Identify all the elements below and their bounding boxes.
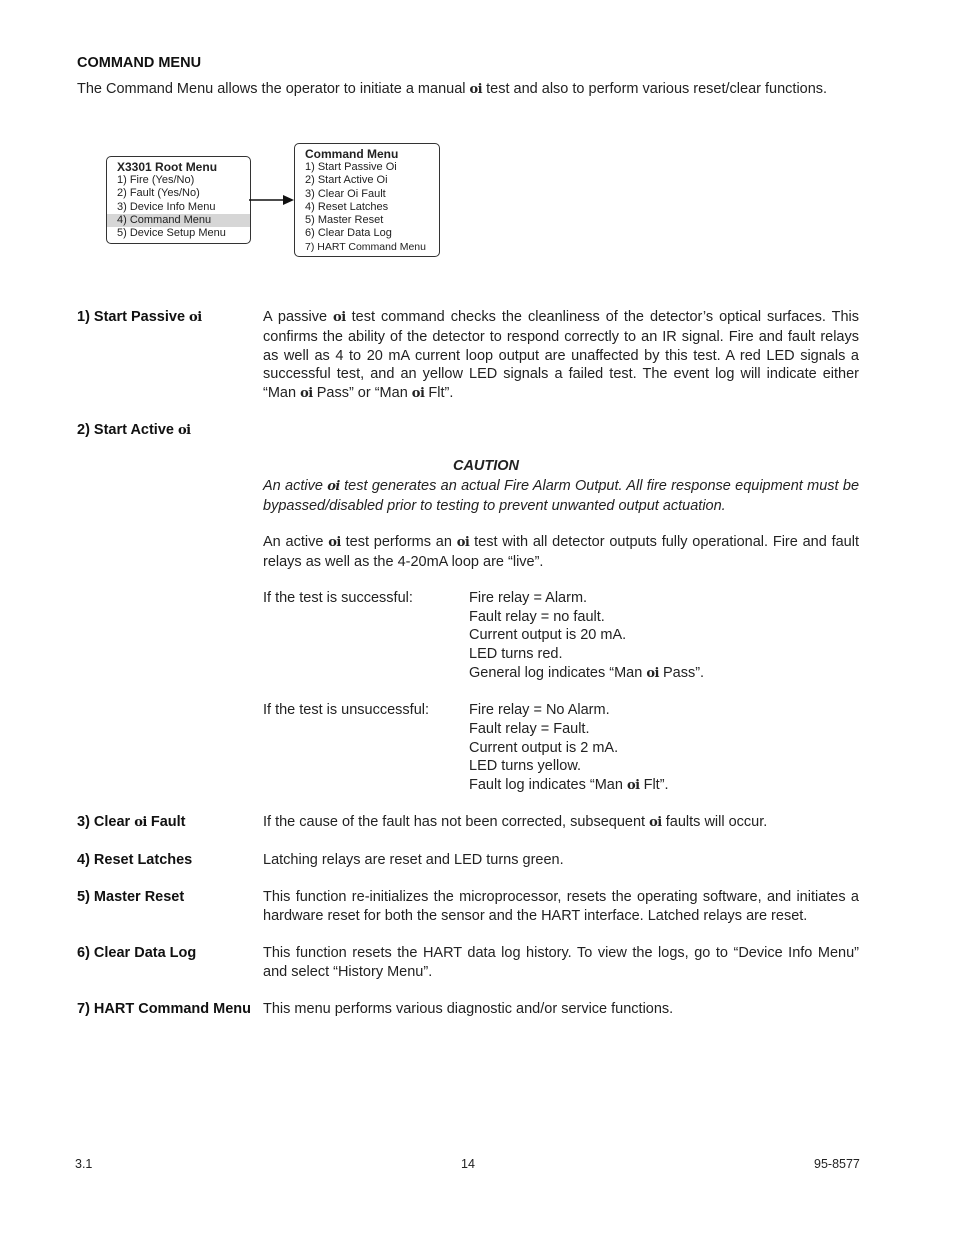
section-1-body: A passive oi test command checks the cleanliness of the detector’s optical surfaces. This confirms the ability of the detector to respond correctly to an IR signal. Fire and fault relays as well as 4 to 20 mA current loop output are unaffected by this test. A red LED signals a successful test, and an yellow LED signals a failed test. The event log will indicate either “Man oi Pass” or “Man oi Flt”. [263, 309, 859, 402]
oi-symbol: oi [328, 535, 341, 550]
section-7-label: 7) HART Command Menu [77, 1001, 251, 1017]
caution-text: An active oi test generates an actual Fire Alarm Output. All fire response equipment must be bypassed/disabled prior to testing to prevent unwanted output actuation. [263, 478, 860, 514]
section-7-body: This menu performs various diagnostic and/or service functions. [263, 1001, 674, 1017]
section-1-label: 1) Start Passive oi [77, 309, 202, 325]
oi-symbol: oi [300, 386, 313, 402]
section-4-body: Latching relays are reset and LED turns green. [263, 852, 564, 868]
failure-result-line: Fire relay = No Alarm. [469, 702, 610, 718]
footer-revision: 3.1 [75, 1157, 93, 1171]
success-result-line: Fire relay = Alarm. [469, 590, 588, 606]
section-4-label: 4) Reset Latches [77, 852, 193, 868]
oi-symbol: oi [649, 815, 662, 830]
oi-symbol: oi [626, 778, 640, 793]
command-menu-item: 2) Start Active Oi [305, 174, 388, 187]
success-result-line: Fault relay = no fault. [469, 609, 605, 625]
root-menu-item-selected: 4) Command Menu [107, 214, 250, 227]
root-menu-title: X3301 Root Menu [117, 160, 218, 174]
intro-text: The Command Menu allows the operator to initiate a manual [77, 81, 470, 97]
oi-symbol: oi [178, 423, 191, 438]
failure-log-line: Fault log indicates “Man oi Flt”. [469, 777, 669, 793]
command-menu-item: 7) HART Command Menu [305, 240, 426, 253]
oi-symbol: oi [189, 310, 202, 325]
root-menu-item: 5) Device Setup Menu [117, 227, 226, 240]
failure-result-line: Fault relay = Fault. [469, 721, 590, 737]
menu-arrow-icon [249, 192, 297, 208]
root-menu-item: 1) Fire (Yes/No) [117, 174, 195, 186]
intro-text-end: test and also to perform various reset/clear functions. [482, 81, 828, 97]
section-6-label: 6) Clear Data Log [77, 945, 197, 961]
footer-page-number: 14 [461, 1157, 475, 1171]
command-menu-item: 4) Reset Latches [305, 200, 389, 213]
section-6-body: This function resets the HART data log history. To view the logs, go to “Device Info Menu” and select “History Menu”. [263, 945, 859, 980]
intro-paragraph [77, 80, 877, 100]
section-2-label: 2) Start Active oi [77, 422, 191, 438]
section-3-label: 3) Clear oi Fault [77, 814, 186, 830]
command-menu-item: 3) Clear Oi Fault [305, 187, 386, 200]
command-menu-item: 5) Master Reset [305, 214, 384, 227]
section-5-label: 5) Master Reset [77, 889, 185, 905]
oi-symbol: oi [327, 479, 340, 494]
command-menu-box [294, 143, 440, 257]
command-menu-title: Command Menu [305, 147, 399, 161]
oi-symbol: oi [411, 386, 425, 402]
root-menu-box [106, 156, 251, 244]
failure-result-line: Current output is 2 mA. [469, 740, 619, 756]
oi-symbol: oi [646, 666, 659, 681]
success-result-line: Current output is 20 mA. [469, 627, 627, 643]
success-condition-label: If the test is successful: [263, 590, 413, 606]
command-menu-item: 1) Start Passive Oi [305, 161, 397, 173]
failure-result-line: LED turns yellow. [469, 758, 582, 774]
caution-title: CAUTION [452, 458, 520, 474]
oi-symbol: oi [333, 310, 346, 325]
success-result-line: LED turns red. [469, 646, 563, 662]
success-log-line: General log indicates “Man oi Pass”. [469, 665, 705, 681]
section-3-body: If the cause of the fault has not been corrected, subsequent oi faults will occur. [263, 814, 768, 830]
command-menu-item: 6) Clear Data Log [305, 227, 392, 240]
footer-document-number: 95-8577 [814, 1157, 860, 1171]
oi-symbol: oi [134, 815, 147, 830]
oi-symbol: oi [469, 82, 483, 97]
section-2-body: An active oi test performs an oi test with all detector outputs fully operational. Fire and fault relays as well as the 4-20mA loop are “live”. [263, 534, 859, 570]
failure-condition-label: If the test is unsuccessful: [263, 702, 430, 718]
root-menu-item: 2) Fault (Yes/No) [117, 187, 200, 200]
section-heading: COMMAND MENU [77, 55, 202, 71]
oi-symbol: oi [456, 535, 470, 550]
root-menu-item: 3) Device Info Menu [117, 200, 216, 213]
section-5-body: This function re-initializes the microprocessor, resets the operating software, and initiates a hardware reset for both the sensor and the HART interface. Latched relays are reset. [263, 889, 859, 924]
